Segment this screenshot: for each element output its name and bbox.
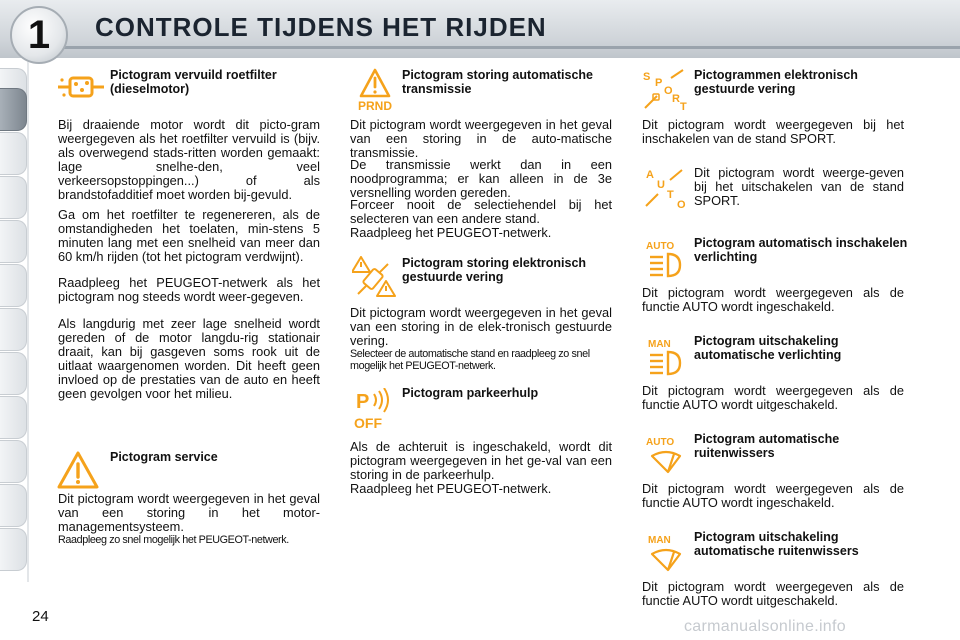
watermark: carmanualsonline.info [684,618,846,635]
text-roetfilter-2: Ga om het roetfilter te regenereren, als de omstandigheden het toelaten, min-stens 5 minuten lang met een snelheid van meer dan 60 km/h rijden (tot het pictogram verdwijnt). [58,207,320,264]
text-auto-wiper: Dit pictogram wordt weergegeven als de functie AUTO wordt ingeschakeld. [642,481,904,510]
chapter-tab-8[interactable] [0,396,27,439]
auto-letter-o: O [677,199,686,210]
chapter-tab-2[interactable] [0,132,27,175]
text-parkeerhulp-1: Als de achteruit is ingeschakeld, wordt dit pictogram weergegeven in het ge-val van een storing in de parkeerhulp. [350,439,612,482]
title-vering: Pictogram storing elektronisch gestuurde vering [402,256,587,284]
sport-letter-p: P [655,77,663,89]
text-parkeerhulp-2: Raadpleeg het PEUGEOT-netwerk. [350,481,552,496]
text-roetfilter-3: Raadpleeg het PEUGEOT-netwerk als het pictogram nog steeds wordt weer-gegeven. [58,275,320,304]
auto-wiper-label: AUTO [646,437,675,448]
chapter-tab-5[interactable] [0,264,27,307]
auto-letter-a: A [646,169,654,181]
title-transmissie: Pictogram storing automatische transmissie [402,68,594,96]
text-transmissie-4: Raadpleeg het PEUGEOT-netwerk. [350,225,552,240]
chapter-tab-7[interactable] [0,352,27,395]
auto-mode-icon [644,166,690,210]
text-service-2: Raadpleeg zo snel mogelijk het PEUGEOT-netwerk. [58,534,289,546]
suspension-warning-icon [352,256,398,300]
prnd-label: PRND [357,99,393,112]
chapter-tab-6[interactable] [0,308,27,351]
particle-filter-icon [58,70,104,104]
manual-wiper-label: MAN [648,535,671,546]
text-vering-1: Dit pictogram wordt weergegeven in het geval van een storing in de elek-tronisch gestuurde vering. [350,305,612,348]
text-roetfilter-1: Bij draaiende motor wordt dit picto-gram weergegeven als het roetfilter vervuild is (bijv. als overwegend stads-ritten worden gemaakt: lage snelhe-den, veel verkeersopstoppingen...) of als brandstofadditief moet worden bij-gevuld. [58,117,320,202]
manual-headlight-icon [646,336,690,376]
title-service: Pictogram service [110,450,218,464]
text-transmissie-1: Dit pictogram wordt weergegeven in het geval van een storing in de auto-matische transmissie. [350,117,612,160]
manual-headlight-label: MAN [648,339,671,350]
sport-letter-s: S [643,71,651,83]
title-man-wiper: Pictogram uitschakeling automatische ruitenwissers [694,530,859,558]
chapter-tab-10[interactable] [0,484,27,527]
chapter-number: 1 [27,13,51,57]
chapter-tab-3[interactable] [0,176,27,219]
auto-letter-t: T [667,189,674,201]
chapter-tab-11[interactable] [0,528,27,571]
auto-headlight-icon [646,238,690,278]
title-auto-licht: Pictogram automatisch inschakelen verlichting [694,236,908,264]
warning-triangle-icon [56,450,100,490]
text-vering-2: Selecteer de automatische stand en raadpleeg zo snel mogelijk het PEUGEOT-netwerk. [350,348,590,372]
text-elek-vering-2: Dit pictogram wordt weerge-geven bij het uitschakelen van de stand SPORT. [694,165,904,208]
page-number: 24 [32,608,49,625]
title-auto-wiper: Pictogram automatische ruitenwissers [694,432,840,460]
text-man-wiper: Dit pictogram wordt weergegeven als de functie AUTO wordt uitgeschakeld. [642,579,904,608]
park-assist-p-label: P [356,391,370,413]
auto-wiper-icon [646,434,690,474]
sidebar-divider [27,62,29,582]
text-man-licht: Dit pictogram wordt weergegeven als de functie AUTO wordt uitgeschakeld. [642,383,904,412]
park-assist-off-label: OFF [354,415,382,430]
auto-headlight-label: AUTO [646,241,675,252]
chapter-tab-9[interactable] [0,440,27,483]
sport-letter-o: O [664,85,673,97]
sport-letter-r: R [672,93,680,105]
text-transmissie-2: De transmissie werkt dan in een noodprogramma; er kan alleen in de 3e versnelling worden gereden. [350,157,612,200]
chapter-tab-4[interactable] [0,220,27,263]
title-elek-vering: Pictogrammen elektronisch gestuurde vering [694,68,858,96]
page-title: CONTROLE TIJDENS HET RIJDEN [95,12,547,42]
chapter-badge [10,6,68,64]
manual-wiper-icon [646,532,690,572]
sport-letter-t: T [680,101,687,112]
sport-mode-icon [641,68,689,112]
text-elek-vering-1: Dit pictogram wordt weergegeven bij het inschakelen van de stand SPORT. [642,117,904,146]
title-man-licht: Pictogram uitschakeling automatische verlichting [694,334,842,362]
text-service-1: Dit pictogram wordt weergegeven in het geval van een storing in het motor-managementsysteem. [58,491,320,534]
text-auto-licht: Dit pictogram wordt weergegeven als de functie AUTO wordt ingeschakeld. [642,285,904,314]
title-roetfilter: Pictogram vervuild roetfilter (dieselmotor) [110,68,277,96]
park-assist-off-icon [352,388,398,430]
auto-letter-u: U [657,179,665,191]
transmission-warning-icon [352,68,398,112]
text-roetfilter-4: Als langdurig met zeer lage snelheid wordt gereden of de motor langdu-rig stationair draait, kan bij gasgeven soms rook uit de uitlaat waargenomen worden. Dit heeft geen invloed op de prestaties van de auto en heeft geen gevolgen voor het milieu. [58,316,320,401]
chapter-tab-1-active[interactable] [0,88,27,131]
header-rule [60,46,960,49]
title-parkeerhulp: Pictogram parkeerhulp [402,386,539,400]
text-transmissie-3: Forceer nooit de selectiehendel bij het selecteren van een andere stand. [350,197,612,226]
